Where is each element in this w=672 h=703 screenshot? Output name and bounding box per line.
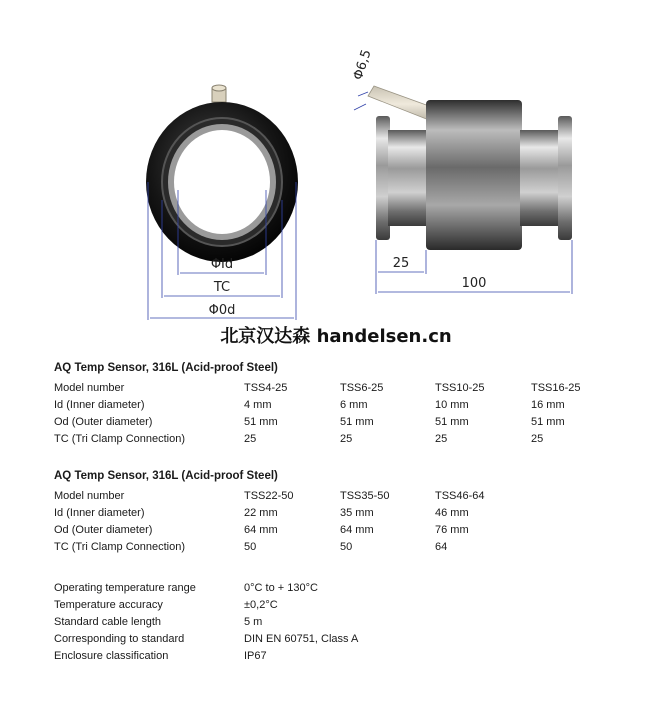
row-label: TC (Tri Clamp Connection) — [54, 433, 186, 445]
cell: 76 mm — [435, 524, 469, 536]
cell: 10 mm — [435, 399, 469, 411]
cell: 64 mm — [244, 524, 278, 536]
cell: TSS10-25 — [435, 382, 485, 394]
cell: TSS35-50 — [340, 490, 390, 502]
cell: 16 mm — [531, 399, 565, 411]
sensor-technical-drawing — [0, 0, 672, 325]
flange-width-label: 25 — [392, 256, 410, 271]
cell: TSS4-25 — [244, 382, 288, 394]
spec-table-1 — [54, 362, 654, 448]
spec-label: Enclosure classification — [54, 650, 169, 662]
watermark: 北京汉达森 handelsen.cn — [220, 326, 452, 347]
cell: 51 mm — [435, 416, 469, 428]
spec-row — [54, 614, 654, 631]
sensor-bore — [174, 130, 270, 234]
table-row — [54, 522, 654, 539]
cell: 46 mm — [435, 507, 469, 519]
spec-row — [54, 597, 654, 614]
row-label: Model number — [54, 382, 125, 394]
spec-label: Temperature accuracy — [54, 599, 163, 611]
spec-row — [54, 648, 654, 665]
table-title: AQ Temp Sensor, 316L (Acid-proof Steel) — [54, 470, 278, 482]
total-length-label: 100 — [461, 276, 487, 291]
table-row — [54, 397, 654, 414]
cell: TSS6-25 — [340, 382, 384, 394]
spec-value: 0°C to + 130°C — [244, 582, 318, 594]
cable-diameter-label: Φ6,5 — [350, 47, 375, 82]
cell: 25 — [244, 433, 257, 445]
cell: 6 mm — [340, 399, 368, 411]
cell: 50 — [340, 541, 353, 553]
spec-value: DIN EN 60751, Class A — [244, 633, 359, 645]
cell: 64 — [435, 541, 448, 553]
cell: 64 mm — [340, 524, 374, 536]
table-row — [54, 505, 654, 522]
spec-row — [54, 580, 654, 597]
table-row — [54, 539, 654, 556]
row-label: Model number — [54, 490, 125, 502]
tri-clamp-label: TC — [213, 280, 231, 295]
right-flange — [558, 116, 572, 240]
row-label: Id (Inner diameter) — [54, 507, 145, 519]
cell: 25 — [531, 433, 544, 445]
left-flange — [376, 116, 390, 240]
cell: 25 — [340, 433, 353, 445]
cell: 51 mm — [244, 416, 278, 428]
spec-table-2 — [54, 470, 654, 556]
cell: 50 — [244, 541, 257, 553]
table-row — [54, 431, 654, 448]
cell: 51 mm — [531, 416, 565, 428]
sensor-body — [426, 100, 522, 250]
general-specs — [54, 580, 654, 665]
inner-diameter-label: ΦId — [210, 257, 234, 272]
row-label: Id (Inner diameter) — [54, 399, 145, 411]
spec-label: Operating temperature range — [54, 582, 196, 594]
spec-value: ±0,2°C — [244, 599, 278, 611]
cell: TSS46-64 — [435, 490, 485, 502]
table-row — [54, 488, 654, 505]
product-drawing — [0, 0, 672, 325]
spec-row — [54, 631, 654, 648]
front-view — [146, 85, 298, 320]
cell: 51 mm — [340, 416, 374, 428]
cell: 35 mm — [340, 507, 374, 519]
cell: 4 mm — [244, 399, 272, 411]
cell: TSS16-25 — [531, 382, 581, 394]
cell: 22 mm — [244, 507, 278, 519]
table-title: AQ Temp Sensor, 316L (Acid-proof Steel) — [54, 362, 278, 374]
side-view — [351, 48, 572, 294]
spec-label: Corresponding to standard — [54, 633, 185, 645]
outer-diameter-label: Φ0d — [208, 303, 236, 318]
cell: 25 — [435, 433, 448, 445]
spec-label: Standard cable length — [54, 616, 162, 628]
spec-value: IP67 — [244, 650, 267, 662]
table-row — [54, 414, 654, 431]
cell: TSS22-50 — [244, 490, 294, 502]
row-label: Od (Outer diameter) — [54, 524, 153, 536]
row-label: TC (Tri Clamp Connection) — [54, 541, 186, 553]
row-label: Od (Outer diameter) — [54, 416, 153, 428]
spec-value: 5 m — [244, 616, 263, 628]
table-row — [54, 380, 654, 397]
